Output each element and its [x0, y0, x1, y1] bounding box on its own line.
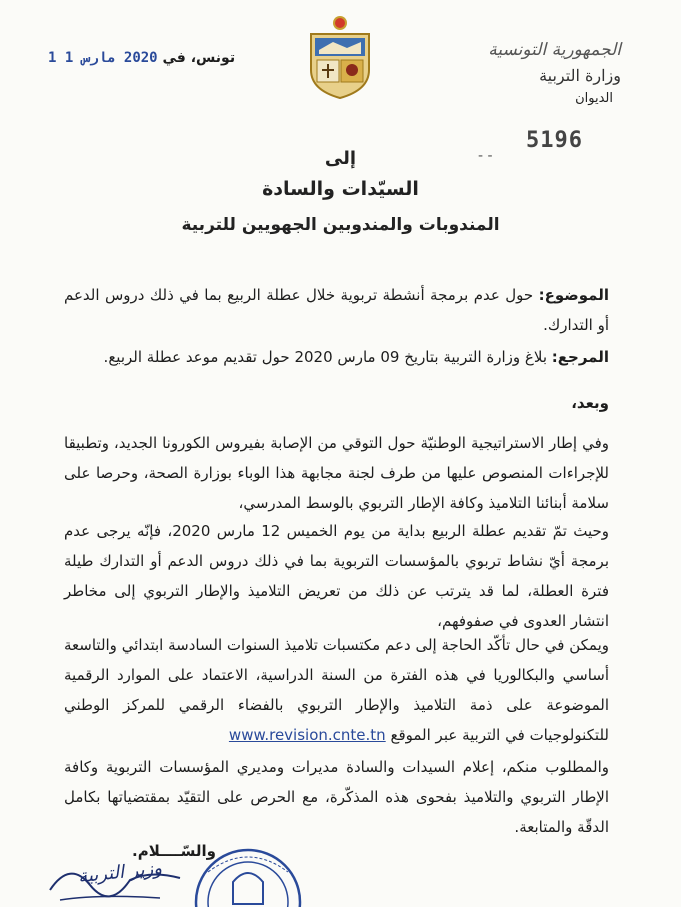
closing: والسّــــلام. — [132, 842, 216, 860]
subject-line — [64, 280, 609, 340]
date-stamp: 2020 مارس 1 1 — [48, 50, 158, 66]
letterhead — [481, 40, 621, 106]
paragraph-2: وحيث تمّ تقديم عطلة الربيع بداية من يوم الخميس 12 مارس 2020، فإنّه يرجى عدم برمجة أيّ نشاط تربوي بالمؤسسات التربوية بما في ذلك دروس الدعم أو التدارك طيلة فترة العطلة، لما قد يترتب عن ذلك من تعريض التلاميذ والإطار التربوي إلى مخاطر انتشار العدوى في صفوفهم، — [64, 522, 609, 630]
subject-text: حول عدم برمجة أنشطة تربوية خلال عطلة الربيع بما في ذلك دروس الدعم أو التدارك. — [64, 286, 609, 334]
office-name: الديوان — [575, 91, 613, 106]
signature-title: وزير التربية — [77, 857, 163, 888]
addressee-line-1: السيّدات والسادة — [262, 178, 419, 200]
date-line — [48, 50, 235, 66]
reference-text: بلاغ وزارة التربية بتاريخ 09 مارس 2020 حول تقديم موعد عطلة الربيع. — [103, 348, 547, 366]
paragraph-1: وفي إطار الاستراتيجية الوطنيّة حول التوقي من الإصابة بفيروس الكورونا الجديد، وتطبيقا للإجراءات المنصوص عليها من طرف لجنة مجابهة هذا الوباء بوزارة الصحة، وحرصا على سلامة أبنائنا التلاميذ وكافة الإطار التربوي بالوسط المدرسي، — [64, 434, 609, 512]
greeting: وبعد، — [571, 394, 609, 412]
official-seal — [178, 842, 308, 907]
reference-number: 5196 — [526, 128, 583, 153]
reference-line — [64, 342, 609, 372]
dash-mark: - - — [478, 148, 493, 164]
date-city: تونس، في — [162, 50, 236, 66]
to-label: إلى — [324, 148, 357, 169]
paragraph-3 — [64, 630, 609, 750]
reference-label: المرجع: — [551, 348, 609, 366]
addressee-line-2: المندوبات والمندوبين الجهويين للتربية — [181, 215, 500, 235]
subject-label: الموضوع: — [538, 286, 609, 304]
republic-name: الجمهورية التونسية — [488, 40, 621, 60]
coat-of-arms-emblem — [303, 14, 377, 100]
website-link[interactable]: www.revision.cnte.tn — [228, 726, 386, 744]
ministry-name: وزارة التربية — [539, 66, 621, 85]
paragraph-3-text: ويمكن في حال تأكّد الحاجة إلى دعم مكتسبات تلاميذ السنوات السادسة ابتدائي والتاسعة أساسي والبكالوريا في هذه الفترة من السنة الدراسية، الاعتماد على الموارد الرقمية الموضوعة على ذمة التلاميذ والإطار التربوي بالفضاء الرقمي للمركز الوطني للتكنولوجيات في التربية عبر الموقع — [64, 636, 609, 744]
paragraph-4: والمطلوب منكم، إعلام السيدات والسادة مديرات ومديري المؤسسات التربوية وكافة الإطار التربوي والتلاميذ بفحوى هذه المذكّرة، مع الحرص على التقيّد بمقتضياتها بكامل الدقّة والمتابعة. — [64, 758, 609, 836]
